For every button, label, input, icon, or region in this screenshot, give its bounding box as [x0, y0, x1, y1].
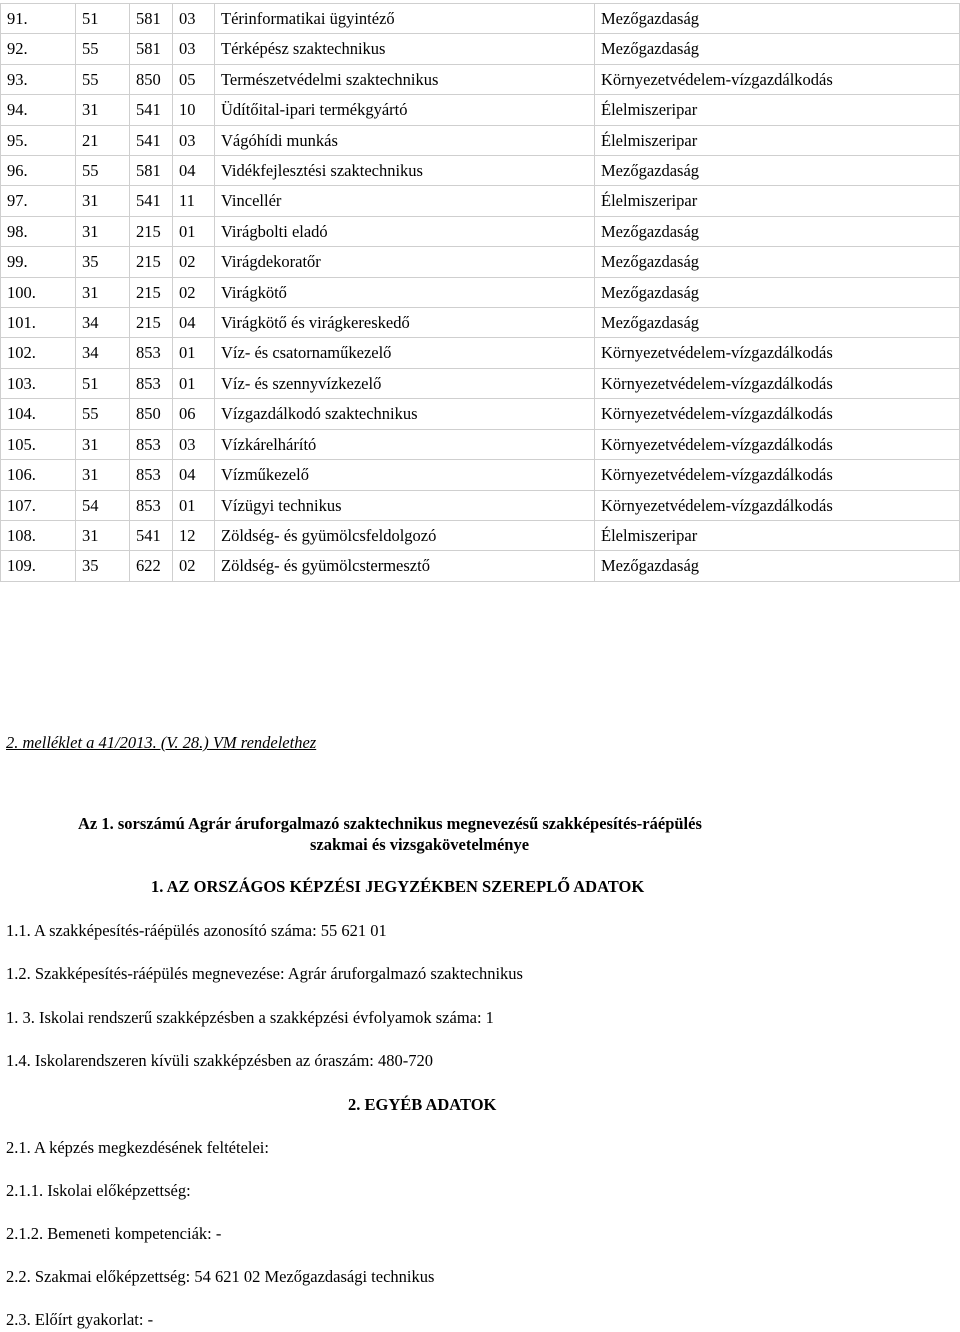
code-part-3: 03: [173, 429, 215, 459]
table-row: [1, 338, 960, 368]
row-number: 100.: [1, 277, 76, 307]
table-row: [1, 95, 960, 125]
code-part-1: 51: [76, 4, 130, 34]
item-2-1-1: 2.1.1. Iskolai előképzettség:: [6, 1181, 191, 1200]
code-part-2: 853: [130, 338, 173, 368]
qualification-name: Víz- és szennyvízkezelő: [215, 368, 595, 398]
code-part-1: 31: [76, 520, 130, 550]
code-part-1: 31: [76, 429, 130, 459]
qualification-name: Virágbolti eladó: [215, 216, 595, 246]
code-part-2: 581: [130, 156, 173, 186]
code-part-2: 215: [130, 247, 173, 277]
code-part-3: 04: [173, 156, 215, 186]
code-part-3: 02: [173, 277, 215, 307]
qualification-name: Virágkötő és virágkereskedő: [215, 308, 595, 338]
qualification-name: Természetvédelmi szaktechnikus: [215, 64, 595, 94]
qualification-name: Üdítőital-ipari termékgyártó: [215, 95, 595, 125]
code-part-3: 04: [173, 308, 215, 338]
code-part-1: 34: [76, 308, 130, 338]
code-part-3: 01: [173, 338, 215, 368]
code-part-3: 05: [173, 64, 215, 94]
table-row: [1, 125, 960, 155]
table-row: [1, 490, 960, 520]
section-2-heading: 2. EGYÉB ADATOK: [348, 1095, 497, 1114]
qualification-name: Virágkötő: [215, 277, 595, 307]
sector: Mezőgazdaság: [595, 34, 960, 64]
sector: Környezetvédelem-vízgazdálkodás: [595, 399, 960, 429]
code-part-2: 581: [130, 4, 173, 34]
code-part-1: 35: [76, 551, 130, 581]
code-part-3: 04: [173, 460, 215, 490]
code-part-3: 10: [173, 95, 215, 125]
row-number: 103.: [1, 368, 76, 398]
item-1-3: 1. 3. Iskolai rendszerű szakképzésben a szakképzési évfolyamok száma: 1: [6, 1008, 494, 1027]
code-part-2: 581: [130, 34, 173, 64]
code-part-1: 55: [76, 156, 130, 186]
sector: Élelmiszeripar: [595, 520, 960, 550]
code-part-2: 853: [130, 368, 173, 398]
row-number: 101.: [1, 308, 76, 338]
code-part-3: 06: [173, 399, 215, 429]
sector: Környezetvédelem-vízgazdálkodás: [595, 490, 960, 520]
row-number: 102.: [1, 338, 76, 368]
table-row: [1, 186, 960, 216]
qualification-name: Víz- és csatornaműkezelő: [215, 338, 595, 368]
sector: Élelmiszeripar: [595, 186, 960, 216]
sector: Mezőgazdaság: [595, 4, 960, 34]
title-line-2: szakmai és vizsgakövetelménye: [310, 835, 530, 854]
sector: Környezetvédelem-vízgazdálkodás: [595, 460, 960, 490]
sector: Mezőgazdaság: [595, 551, 960, 581]
code-part-1: 31: [76, 277, 130, 307]
row-number: 94.: [1, 95, 76, 125]
code-part-2: 853: [130, 460, 173, 490]
code-part-3: 12: [173, 520, 215, 550]
table-row: [1, 4, 960, 34]
row-number: 91.: [1, 4, 76, 34]
code-part-3: 03: [173, 34, 215, 64]
code-part-1: 35: [76, 247, 130, 277]
sector: Mezőgazdaság: [595, 277, 960, 307]
table-row: [1, 520, 960, 550]
row-number: 92.: [1, 34, 76, 64]
sector: Élelmiszeripar: [595, 125, 960, 155]
qualification-name: Vízkárelhárító: [215, 429, 595, 459]
code-part-2: 853: [130, 490, 173, 520]
code-part-3: 03: [173, 4, 215, 34]
item-2-1: 2.1. A képzés megkezdésének feltételei:: [6, 1138, 269, 1157]
code-part-3: 02: [173, 551, 215, 581]
row-number: 105.: [1, 429, 76, 459]
title-line-1: Az 1. sorszámú Agrár áruforgalmazó szaktechnikus megnevezésű szakképesítés-ráépülés: [78, 814, 702, 833]
qualification-name: Vidékfejlesztési szaktechnikus: [215, 156, 595, 186]
code-part-1: 21: [76, 125, 130, 155]
annex-reference: 2. melléklet a 41/2013. (V. 28.) VM rendelethez: [6, 733, 317, 752]
sector: Környezetvédelem-vízgazdálkodás: [595, 429, 960, 459]
code-part-2: 541: [130, 186, 173, 216]
row-number: 99.: [1, 247, 76, 277]
sector: Környezetvédelem-vízgazdálkodás: [595, 64, 960, 94]
qualification-name: Vízgazdálkodó szaktechnikus: [215, 399, 595, 429]
table-row: [1, 34, 960, 64]
qualification-name: Virágdekoratőr: [215, 247, 595, 277]
table-row: [1, 368, 960, 398]
item-2-1-2: 2.1.2. Bemeneti kompetenciák: -: [6, 1224, 222, 1243]
code-part-1: 54: [76, 490, 130, 520]
code-part-2: 541: [130, 95, 173, 125]
table-row: [1, 216, 960, 246]
qualification-name: Térinformatikai ügyintéző: [215, 4, 595, 34]
row-number: 97.: [1, 186, 76, 216]
qualification-name: Térképész szaktechnikus: [215, 34, 595, 64]
code-part-1: 55: [76, 399, 130, 429]
table-row: [1, 399, 960, 429]
sector: Mezőgazdaság: [595, 247, 960, 277]
qualification-name: Vízműkezelő: [215, 460, 595, 490]
row-number: 93.: [1, 64, 76, 94]
item-2-2: 2.2. Szakmai előképzettség: 54 621 02 Mezőgazdasági technikus: [6, 1267, 435, 1286]
code-part-1: 31: [76, 186, 130, 216]
table-row: [1, 277, 960, 307]
code-part-2: 850: [130, 399, 173, 429]
section-1-heading: 1. AZ ORSZÁGOS KÉPZÉSI JEGYZÉKBEN SZEREPLŐ ADATOK: [151, 877, 645, 896]
sector: Mezőgazdaság: [595, 156, 960, 186]
row-number: 98.: [1, 216, 76, 246]
table-row: [1, 247, 960, 277]
table-row: [1, 156, 960, 186]
item-1-2: 1.2. Szakképesítés-ráépülés megnevezése: Agrár áruforgalmazó szaktechnikus: [6, 964, 523, 983]
code-part-1: 51: [76, 368, 130, 398]
code-part-3: 11: [173, 186, 215, 216]
row-number: 109.: [1, 551, 76, 581]
code-part-1: 34: [76, 338, 130, 368]
code-part-1: 31: [76, 95, 130, 125]
row-number: 96.: [1, 156, 76, 186]
code-part-2: 853: [130, 429, 173, 459]
sector: Környezetvédelem-vízgazdálkodás: [595, 368, 960, 398]
table-row: [1, 429, 960, 459]
code-part-3: 01: [173, 368, 215, 398]
code-part-1: 55: [76, 64, 130, 94]
item-1-4: 1.4. Iskolarendszeren kívüli szakképzésben az óraszám: 480-720: [6, 1051, 434, 1070]
code-part-2: 215: [130, 308, 173, 338]
table-row: [1, 64, 960, 94]
code-part-3: 03: [173, 125, 215, 155]
qualification-name: Vincellér: [215, 186, 595, 216]
sector: Mezőgazdaság: [595, 308, 960, 338]
code-part-2: 622: [130, 551, 173, 581]
sector: Élelmiszeripar: [595, 95, 960, 125]
item-1-1: 1.1. A szakképesítés-ráépülés azonosító száma: 55 621 01: [6, 921, 387, 940]
table-row: [1, 308, 960, 338]
item-2-3: 2.3. Előírt gyakorlat: -: [6, 1310, 154, 1329]
row-number: 108.: [1, 520, 76, 550]
row-number: 107.: [1, 490, 76, 520]
row-number: 106.: [1, 460, 76, 490]
qualification-name: Zöldség- és gyümölcstermesztő: [215, 551, 595, 581]
sector: Környezetvédelem-vízgazdálkodás: [595, 338, 960, 368]
code-part-2: 850: [130, 64, 173, 94]
code-part-1: 31: [76, 460, 130, 490]
code-part-1: 31: [76, 216, 130, 246]
row-number: 104.: [1, 399, 76, 429]
sector: Mezőgazdaság: [595, 216, 960, 246]
code-part-2: 541: [130, 125, 173, 155]
qualification-table: [0, 3, 960, 582]
code-part-1: 55: [76, 34, 130, 64]
code-part-2: 215: [130, 216, 173, 246]
code-part-3: 01: [173, 216, 215, 246]
code-part-2: 215: [130, 277, 173, 307]
qualification-name: Vízügyi technikus: [215, 490, 595, 520]
table-row: [1, 460, 960, 490]
table-row: [1, 551, 960, 581]
code-part-3: 01: [173, 490, 215, 520]
qualification-name: Zöldség- és gyümölcsfeldolgozó: [215, 520, 595, 550]
row-number: 95.: [1, 125, 76, 155]
qualification-name: Vágóhídi munkás: [215, 125, 595, 155]
code-part-2: 541: [130, 520, 173, 550]
code-part-3: 02: [173, 247, 215, 277]
